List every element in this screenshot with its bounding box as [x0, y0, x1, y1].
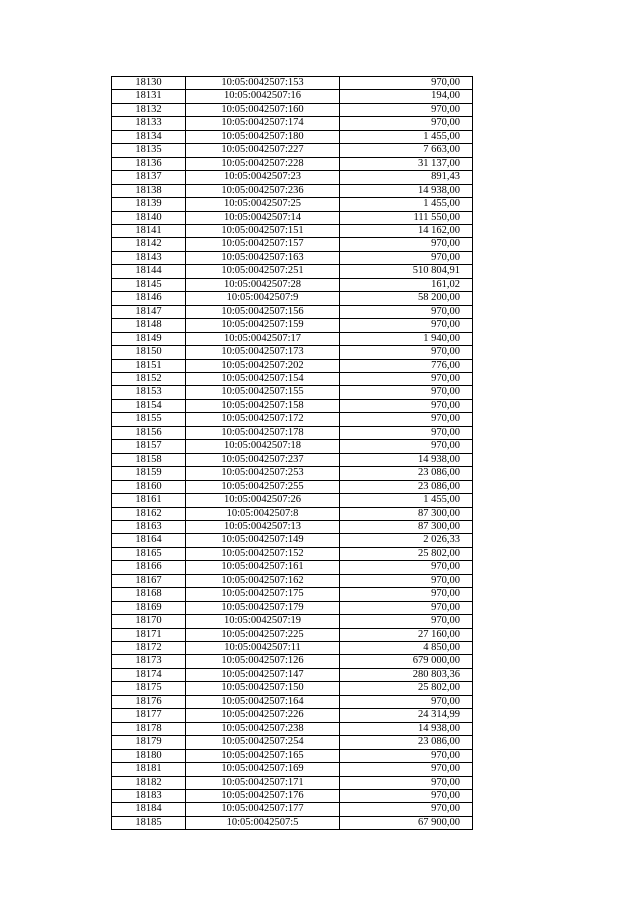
cadastral-number-cell: 10:05:0042507:171	[186, 776, 340, 789]
row-number-cell: 18139	[112, 198, 186, 211]
amount-cell: 970,00	[340, 601, 473, 614]
row-number-cell: 18168	[112, 588, 186, 601]
table-row	[112, 588, 473, 601]
table-row	[112, 682, 473, 695]
table-row	[112, 171, 473, 184]
cadastral-number-cell: 10:05:0042507:162	[186, 574, 340, 587]
table-row	[112, 278, 473, 291]
amount-cell: 970,00	[340, 413, 473, 426]
row-number-cell: 18169	[112, 601, 186, 614]
cadastral-number-cell: 10:05:0042507:19	[186, 615, 340, 628]
table-row	[112, 547, 473, 560]
amount-cell: 970,00	[340, 238, 473, 251]
cadastral-number-cell: 10:05:0042507:255	[186, 480, 340, 493]
table-row	[112, 628, 473, 641]
table-row	[112, 668, 473, 681]
cadastral-number-cell: 10:05:0042507:254	[186, 736, 340, 749]
cadastral-number-cell: 10:05:0042507:159	[186, 319, 340, 332]
table-row	[112, 749, 473, 762]
row-number-cell: 18180	[112, 749, 186, 762]
table-row	[112, 238, 473, 251]
row-number-cell: 18146	[112, 292, 186, 305]
amount-cell: 970,00	[340, 399, 473, 412]
row-number-cell: 18174	[112, 668, 186, 681]
cadastral-number-cell: 10:05:0042507:149	[186, 534, 340, 547]
cadastral-number-cell: 10:05:0042507:251	[186, 265, 340, 278]
amount-cell: 58 200,00	[340, 292, 473, 305]
amount-cell: 7 663,00	[340, 144, 473, 157]
row-number-cell: 18185	[112, 816, 186, 829]
table-row	[112, 90, 473, 103]
row-number-cell: 18155	[112, 413, 186, 426]
table-row	[112, 601, 473, 614]
table-row	[112, 305, 473, 318]
row-number-cell: 18154	[112, 399, 186, 412]
row-number-cell: 18159	[112, 467, 186, 480]
amount-cell: 31 137,00	[340, 157, 473, 170]
cadastral-number-cell: 10:05:0042507:227	[186, 144, 340, 157]
cadastral-number-cell: 10:05:0042507:28	[186, 278, 340, 291]
row-number-cell: 18166	[112, 561, 186, 574]
data-table	[111, 76, 473, 830]
cadastral-number-cell: 10:05:0042507:163	[186, 251, 340, 264]
row-number-cell: 18157	[112, 440, 186, 453]
amount-cell: 25 802,00	[340, 547, 473, 560]
table-row	[112, 722, 473, 735]
row-number-cell: 18131	[112, 90, 186, 103]
row-number-cell: 18136	[112, 157, 186, 170]
table-row	[112, 763, 473, 776]
row-number-cell: 18145	[112, 278, 186, 291]
row-number-cell: 18182	[112, 776, 186, 789]
table-row	[112, 251, 473, 264]
amount-cell: 679 000,00	[340, 655, 473, 668]
table-row	[112, 265, 473, 278]
cadastral-number-cell: 10:05:0042507:237	[186, 453, 340, 466]
amount-cell: 970,00	[340, 763, 473, 776]
table-row	[112, 413, 473, 426]
row-number-cell: 18141	[112, 224, 186, 237]
amount-cell: 23 086,00	[340, 736, 473, 749]
table-row	[112, 534, 473, 547]
amount-cell: 111 550,00	[340, 211, 473, 224]
amount-cell: 25 802,00	[340, 682, 473, 695]
cadastral-number-cell: 10:05:0042507:5	[186, 816, 340, 829]
cadastral-number-cell: 10:05:0042507:174	[186, 117, 340, 130]
row-number-cell: 18167	[112, 574, 186, 587]
table-row	[112, 574, 473, 587]
row-number-cell: 18138	[112, 184, 186, 197]
cadastral-number-cell: 10:05:0042507:25	[186, 198, 340, 211]
amount-cell: 970,00	[340, 588, 473, 601]
amount-cell: 27 160,00	[340, 628, 473, 641]
cadastral-number-cell: 10:05:0042507:126	[186, 655, 340, 668]
row-number-cell: 18151	[112, 359, 186, 372]
row-number-cell: 18156	[112, 426, 186, 439]
amount-cell: 970,00	[340, 695, 473, 708]
amount-cell: 970,00	[340, 574, 473, 587]
amount-cell: 970,00	[340, 77, 473, 90]
table-row	[112, 520, 473, 533]
amount-cell: 970,00	[340, 776, 473, 789]
amount-cell: 891,43	[340, 171, 473, 184]
cadastral-number-cell: 10:05:0042507:158	[186, 399, 340, 412]
table-row	[112, 292, 473, 305]
row-number-cell: 18179	[112, 736, 186, 749]
cadastral-number-cell: 10:05:0042507:13	[186, 520, 340, 533]
cadastral-number-cell: 10:05:0042507:238	[186, 722, 340, 735]
table-row	[112, 467, 473, 480]
row-number-cell: 18132	[112, 103, 186, 116]
cadastral-number-cell: 10:05:0042507:179	[186, 601, 340, 614]
row-number-cell: 18144	[112, 265, 186, 278]
row-number-cell: 18163	[112, 520, 186, 533]
amount-cell: 970,00	[340, 386, 473, 399]
row-number-cell: 18172	[112, 642, 186, 655]
cadastral-number-cell: 10:05:0042507:164	[186, 695, 340, 708]
amount-cell: 1 455,00	[340, 130, 473, 143]
amount-cell: 14 162,00	[340, 224, 473, 237]
row-number-cell: 18173	[112, 655, 186, 668]
cadastral-number-cell: 10:05:0042507:226	[186, 709, 340, 722]
table-row	[112, 507, 473, 520]
amount-cell: 776,00	[340, 359, 473, 372]
amount-cell: 970,00	[340, 103, 473, 116]
table-row	[112, 426, 473, 439]
cadastral-number-cell: 10:05:0042507:157	[186, 238, 340, 251]
amount-cell: 970,00	[340, 790, 473, 803]
cadastral-number-cell: 10:05:0042507:225	[186, 628, 340, 641]
cadastral-number-cell: 10:05:0042507:172	[186, 413, 340, 426]
row-number-cell: 18140	[112, 211, 186, 224]
table-row	[112, 695, 473, 708]
amount-cell: 280 803,36	[340, 668, 473, 681]
amount-cell: 970,00	[340, 803, 473, 816]
row-number-cell: 18176	[112, 695, 186, 708]
amount-cell: 1 455,00	[340, 198, 473, 211]
cadastral-number-cell: 10:05:0042507:26	[186, 494, 340, 507]
table-row	[112, 184, 473, 197]
row-number-cell: 18142	[112, 238, 186, 251]
table-row	[112, 736, 473, 749]
table-row	[112, 198, 473, 211]
amount-cell: 14 938,00	[340, 722, 473, 735]
amount-cell: 87 300,00	[340, 520, 473, 533]
amount-cell: 970,00	[340, 749, 473, 762]
amount-cell: 970,00	[340, 251, 473, 264]
cadastral-number-cell: 10:05:0042507:236	[186, 184, 340, 197]
table-row	[112, 372, 473, 385]
row-number-cell: 18147	[112, 305, 186, 318]
table-row	[112, 117, 473, 130]
cadastral-number-cell: 10:05:0042507:176	[186, 790, 340, 803]
amount-cell: 23 086,00	[340, 480, 473, 493]
cadastral-number-cell: 10:05:0042507:177	[186, 803, 340, 816]
table-row	[112, 494, 473, 507]
table-row	[112, 103, 473, 116]
row-number-cell: 18181	[112, 763, 186, 776]
amount-cell: 970,00	[340, 372, 473, 385]
cadastral-number-cell: 10:05:0042507:152	[186, 547, 340, 560]
amount-cell: 24 314,99	[340, 709, 473, 722]
row-number-cell: 18133	[112, 117, 186, 130]
row-number-cell: 18164	[112, 534, 186, 547]
amount-cell: 23 086,00	[340, 467, 473, 480]
amount-cell: 194,00	[340, 90, 473, 103]
row-number-cell: 18143	[112, 251, 186, 264]
row-number-cell: 18177	[112, 709, 186, 722]
table-row	[112, 480, 473, 493]
cadastral-number-cell: 10:05:0042507:156	[186, 305, 340, 318]
table-row	[112, 130, 473, 143]
row-number-cell: 18183	[112, 790, 186, 803]
cadastral-number-cell: 10:05:0042507:14	[186, 211, 340, 224]
table-row	[112, 332, 473, 345]
table-row	[112, 642, 473, 655]
cadastral-number-cell: 10:05:0042507:161	[186, 561, 340, 574]
table-row	[112, 816, 473, 829]
cadastral-number-cell: 10:05:0042507:18	[186, 440, 340, 453]
amount-cell: 970,00	[340, 561, 473, 574]
amount-cell: 2 026,33	[340, 534, 473, 547]
cadastral-number-cell: 10:05:0042507:253	[186, 467, 340, 480]
table-row	[112, 224, 473, 237]
cadastral-number-cell: 10:05:0042507:9	[186, 292, 340, 305]
cadastral-number-cell: 10:05:0042507:175	[186, 588, 340, 601]
cadastral-number-cell: 10:05:0042507:155	[186, 386, 340, 399]
row-number-cell: 18170	[112, 615, 186, 628]
amount-cell: 970,00	[340, 305, 473, 318]
cadastral-number-cell: 10:05:0042507:151	[186, 224, 340, 237]
row-number-cell: 18137	[112, 171, 186, 184]
amount-cell: 67 900,00	[340, 816, 473, 829]
amount-cell: 970,00	[340, 440, 473, 453]
table-row	[112, 776, 473, 789]
amount-cell: 510 804,91	[340, 265, 473, 278]
cadastral-number-cell: 10:05:0042507:17	[186, 332, 340, 345]
cadastral-number-cell: 10:05:0042507:153	[186, 77, 340, 90]
amount-cell: 4 850,00	[340, 642, 473, 655]
table-row	[112, 399, 473, 412]
table-row	[112, 453, 473, 466]
amount-cell: 970,00	[340, 117, 473, 130]
cadastral-number-cell: 10:05:0042507:173	[186, 346, 340, 359]
cadastral-number-cell: 10:05:0042507:202	[186, 359, 340, 372]
row-number-cell: 18152	[112, 372, 186, 385]
row-number-cell: 18148	[112, 319, 186, 332]
amount-cell: 1 455,00	[340, 494, 473, 507]
table-row	[112, 211, 473, 224]
cadastral-number-cell: 10:05:0042507:147	[186, 668, 340, 681]
table-body	[112, 77, 473, 830]
amount-cell: 970,00	[340, 426, 473, 439]
table-row	[112, 655, 473, 668]
row-number-cell: 18149	[112, 332, 186, 345]
table-row	[112, 440, 473, 453]
table-row	[112, 77, 473, 90]
amount-cell: 1 940,00	[340, 332, 473, 345]
table-row	[112, 790, 473, 803]
cadastral-number-cell: 10:05:0042507:150	[186, 682, 340, 695]
row-number-cell: 18150	[112, 346, 186, 359]
amount-cell: 970,00	[340, 346, 473, 359]
cadastral-number-cell: 10:05:0042507:165	[186, 749, 340, 762]
row-number-cell: 18162	[112, 507, 186, 520]
table-row	[112, 709, 473, 722]
cadastral-number-cell: 10:05:0042507:11	[186, 642, 340, 655]
table-row	[112, 319, 473, 332]
cadastral-number-cell: 10:05:0042507:178	[186, 426, 340, 439]
cadastral-number-cell: 10:05:0042507:8	[186, 507, 340, 520]
row-number-cell: 18160	[112, 480, 186, 493]
table-row	[112, 803, 473, 816]
row-number-cell: 18153	[112, 386, 186, 399]
row-number-cell: 18158	[112, 453, 186, 466]
cadastral-number-cell: 10:05:0042507:228	[186, 157, 340, 170]
row-number-cell: 18161	[112, 494, 186, 507]
amount-cell: 970,00	[340, 319, 473, 332]
row-number-cell: 18130	[112, 77, 186, 90]
row-number-cell: 18134	[112, 130, 186, 143]
cadastral-number-cell: 10:05:0042507:160	[186, 103, 340, 116]
amount-cell: 970,00	[340, 615, 473, 628]
amount-cell: 14 938,00	[340, 184, 473, 197]
table-row	[112, 144, 473, 157]
amount-cell: 161,02	[340, 278, 473, 291]
row-number-cell: 18165	[112, 547, 186, 560]
table-row	[112, 615, 473, 628]
cadastral-number-cell: 10:05:0042507:23	[186, 171, 340, 184]
row-number-cell: 18184	[112, 803, 186, 816]
row-number-cell: 18171	[112, 628, 186, 641]
cadastral-number-cell: 10:05:0042507:16	[186, 90, 340, 103]
table-row	[112, 157, 473, 170]
cadastral-number-cell: 10:05:0042507:154	[186, 372, 340, 385]
row-number-cell: 18178	[112, 722, 186, 735]
cadastral-number-cell: 10:05:0042507:180	[186, 130, 340, 143]
amount-cell: 87 300,00	[340, 507, 473, 520]
amount-cell: 14 938,00	[340, 453, 473, 466]
table-row	[112, 386, 473, 399]
table-row	[112, 346, 473, 359]
cadastral-number-cell: 10:05:0042507:169	[186, 763, 340, 776]
table-row	[112, 359, 473, 372]
table-row	[112, 561, 473, 574]
row-number-cell: 18175	[112, 682, 186, 695]
row-number-cell: 18135	[112, 144, 186, 157]
